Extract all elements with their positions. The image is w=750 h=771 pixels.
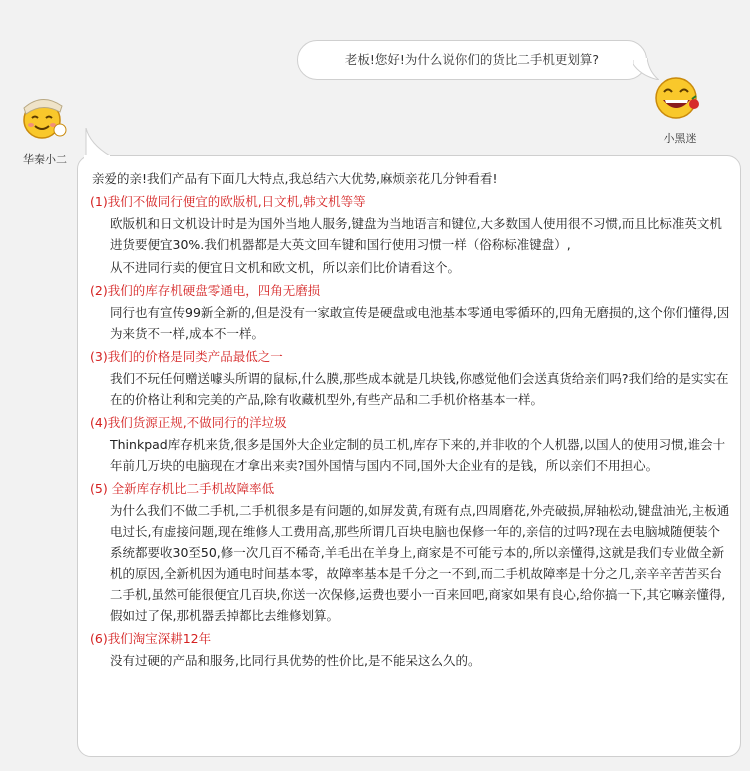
- section-3-title-mid: 同类产品: [182, 349, 233, 364]
- section-5-body: 为什么我们不做二手机,二手机很多是有问题的,如屏发黄,有斑有点,四周磨花,外壳破损,屏轴松动,键盘油光,主板通电过长,有虚接问题,现在维修人工费用高,那些所谓几百块电脑也保修一年的,亲信的过吗?现在去电脑城随便装个系统都要收30至50,修一次几百不稀奇,羊毛出在羊身上,商家是不可能亏本的,所以亲懂得,这就是我们专业做全新机的原因,全新机因为通电时间基本零，故障率基本是千分之一不到,而二手机故障率是十分之几,亲辛辛苦苦买台二手机,虽然可能很便宜几百块,你送一次保修,运费也要小一百来回吧,商家如果有良心,给你搞一下,其它嘛亲懂得,假如过了保,那机器丢掉都比去维修划算。: [110, 503, 730, 623]
- section-3-title: [90, 346, 730, 367]
- answer-content: [90, 168, 730, 673]
- waving-emoji-icon: [18, 90, 70, 142]
- answer-bubble-tail: [80, 128, 110, 158]
- section-3-body: 我们不玩任何赠送噱头所谓的鼠标,什么膜,那些成本就是几块钱,你感觉他们会送真货给亲们吗?我们给的是实实在在的价格让利和完美的产品,除有收藏机型外,有些产品和二手机价格基本一样。: [110, 371, 729, 407]
- section-5-title: (5) 全新库存机比二手机故障率低: [90, 481, 275, 496]
- section-3-title-post: 最低之一: [232, 349, 283, 364]
- section-4-body: Thinkpad库存机来货,很多是国外大企业定制的员工机,库存下来的,并非收的个人机器,以国人的使用习惯,谁会十年前几万块的电脑现在才拿出来卖?国外国情与国内不同,国外大企业有的是钱，所以亲们不用担心。: [110, 437, 726, 473]
- customer-name: 小黑迷: [663, 132, 697, 145]
- section-2-body: 同行也有宣传99新全新的,但是没有一家敢宣传是硬盘或电池基本零通电零循环的,四角无磨损的,这个你们懂得,因为来货不一样,成本不一样。: [110, 305, 730, 341]
- answer-intro: 亲爱的亲!我们产品有下面几大特点,我总结六大优势,麻烦亲花几分钟看看!: [92, 171, 498, 186]
- question-text: 老板!您好!为什么说你们的货比二手机更划算?: [344, 52, 600, 67]
- laughing-emoji-icon: [652, 72, 704, 124]
- question-bubble: [297, 40, 647, 80]
- section-6-body: 没有过硬的产品和服务,比同行具优势的性价比,是不能呆这么久的。: [110, 653, 481, 668]
- seller-name: 华秦小二: [23, 153, 67, 166]
- section-1-body-2: 从不进同行卖的便宜日文机和欧文机，所以亲们比价请看这个。: [110, 260, 461, 275]
- section-2-title: (2)我们的库存机硬盘零通电，四角无磨损: [90, 283, 321, 298]
- section-6-title: (6)我们淘宝深耕12年: [90, 631, 212, 646]
- section-4-title: (4)我们货源正规,不做同行的洋垃圾: [90, 415, 287, 430]
- section-1-title: (1)我们不做同行便宜的欧版机,日文机,韩文机等等: [90, 194, 366, 209]
- section-3-title-pre: (3)我们的价格是: [90, 349, 183, 364]
- section-1-body: 欧版机和日文机设计时是为国外当地人服务,键盘为当地语言和键位,大多数国人使用很不习惯,而且比标准英文机进货要便宜30%.我们机器都是大英文回车键和国行使用习惯一样（俗称标准键盘）,: [110, 216, 722, 252]
